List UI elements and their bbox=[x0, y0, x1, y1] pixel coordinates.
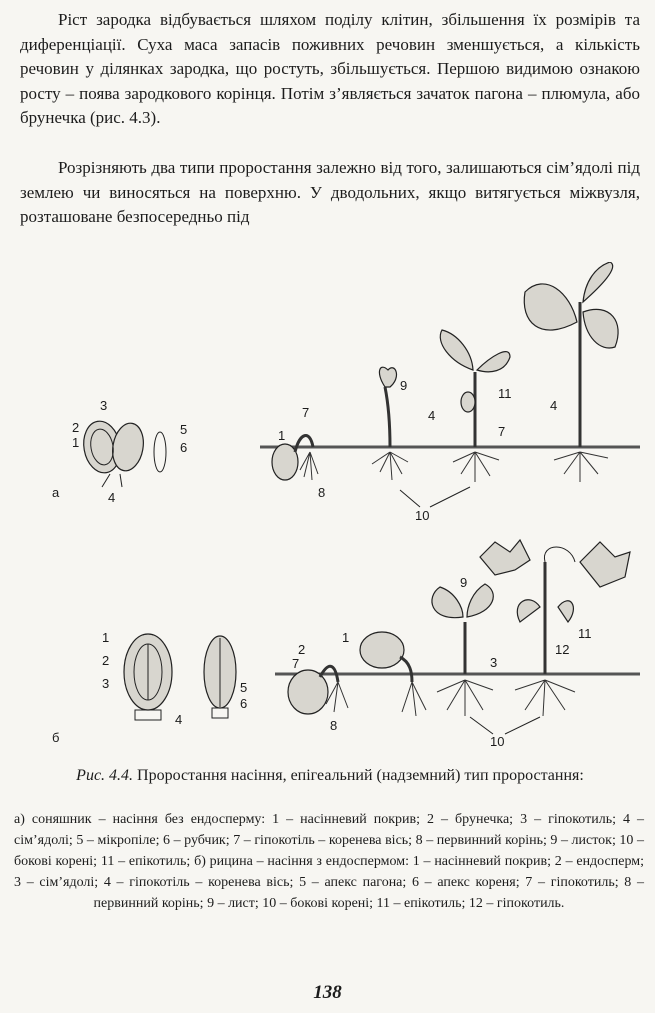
label-b-2: 2 bbox=[102, 653, 110, 668]
figure-legend: а) соняшник – насіння без ендосперму: 1 – насінневий покрив; 2 – брунечка; 3 – гіпокотиль; 4 – сім’ядолі; 5 – мікропіле; 6 – рубчик; 7 – гіпокотіль – коренева вісь; 8 – первинний корінь; 9 – листок; 10 – бокові корені; 11 – епікотиль; б) рицина – насіння з ендоспермом: 1 – насінневий покрив; 2 – ендосперм; 3 – сім’ядолі; 4 – гіпокотіль – коренева вісь; 5 – апекс пагона; 6 – апекс кореня; 7 – гіпокотиль; 8 – первинний корінь; 9 – лист; 10 – бокові корені; 11 – епікотиль; 12 – гіпокотиль. bbox=[14, 812, 644, 911]
label-a-2: 2 bbox=[72, 420, 80, 435]
label-b-1b: 1 bbox=[342, 630, 350, 645]
label-a-10: 10 bbox=[415, 508, 430, 523]
label-a-4b: 4 bbox=[428, 408, 436, 423]
sunflower-seedling-stages bbox=[272, 262, 618, 482]
label-b-7: 7 bbox=[292, 656, 300, 671]
label-a-1b: 1 bbox=[278, 428, 286, 443]
label-b-10: 10 bbox=[490, 734, 505, 749]
label-a-3: 3 bbox=[100, 398, 108, 413]
label-b-8: 8 bbox=[330, 718, 338, 733]
caption-ref: Рис. 4.4. bbox=[76, 767, 134, 784]
paragraph-1: Ріст зародка відбувається шляхом поділу клітин, збільшення їх розмірів та диференціації. Суха маса запасів поживних речовин зменшується, а кількість речовин у ділянках зародка, що ростуть, збільшується. Першою видимою ознакою росту – поява зародкового корінця. Потім з’являється зачаток пагона – плюмула, або брунечка (рис. 4.3). bbox=[20, 10, 640, 127]
label-a-4c: 4 bbox=[550, 398, 558, 413]
sunflower-seed-drawing bbox=[80, 418, 166, 487]
label-a-1: 1 bbox=[72, 435, 80, 450]
label-a-7: 7 bbox=[302, 405, 310, 420]
label-a-11: 11 bbox=[498, 386, 512, 401]
label-a-8: 8 bbox=[318, 485, 326, 500]
label-b-2b: 2 bbox=[298, 642, 306, 657]
germination-illustration bbox=[10, 262, 650, 762]
label-b-6: 6 bbox=[240, 696, 248, 711]
label-b-3b: 3 bbox=[490, 655, 498, 670]
panel-b-label: б bbox=[52, 730, 60, 745]
panel-a-label: а bbox=[52, 485, 60, 500]
label-b-12: 12 bbox=[555, 642, 570, 657]
label-b-9: 9 bbox=[460, 575, 468, 590]
page-number: 138 bbox=[313, 982, 342, 1003]
figure-caption bbox=[20, 765, 640, 786]
label-b-1: 1 bbox=[102, 630, 110, 645]
paragraph-2: Розрізняють два типи проростання залежно від того, залишаються сім’ядолі під землею чи виносяться на поверхню. У дводольних, якщо витягується міжвузля, розташоване безпосередньо під bbox=[20, 158, 640, 226]
label-a-4: 4 bbox=[108, 490, 116, 505]
label-b-3: 3 bbox=[102, 676, 110, 691]
label-a-9: 9 bbox=[400, 378, 408, 393]
label-b-4: 4 bbox=[175, 712, 183, 727]
label-a-7b: 7 bbox=[498, 424, 506, 439]
figure-germination bbox=[10, 262, 650, 762]
caption-text: Проростання насіння, епігеальний (надземний) тип проростання: bbox=[133, 767, 584, 784]
label-b-5: 5 bbox=[240, 680, 248, 695]
castor-seed-drawing bbox=[124, 634, 236, 720]
label-b-11: 11 bbox=[578, 626, 592, 641]
label-a-5: 5 bbox=[180, 422, 188, 437]
label-a-6: 6 bbox=[180, 440, 188, 455]
